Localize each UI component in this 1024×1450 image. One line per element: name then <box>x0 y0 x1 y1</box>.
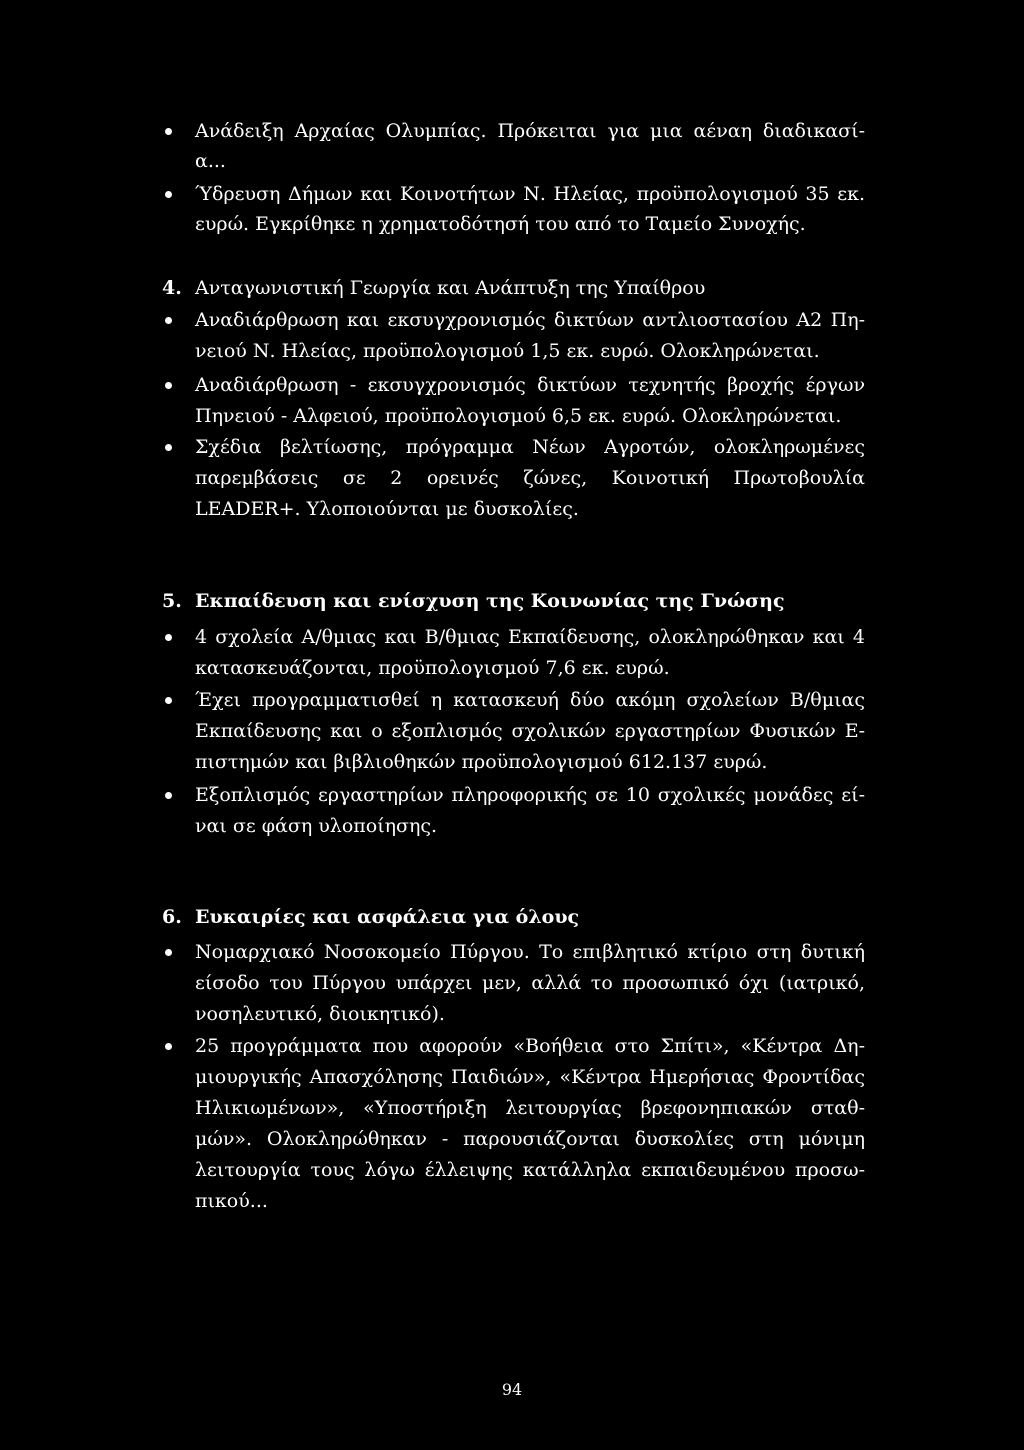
text-line: Ύδρευση Δήμων και Κοινοτήτων Ν. Ηλείας, προϋπολογισμού 35 εκ. <box>195 183 865 205</box>
text-line: α... <box>195 150 226 172</box>
bullet-icon <box>165 317 172 324</box>
text-line: νοσηλευτικό, διοικητικό). <box>195 1003 445 1025</box>
text-line: Εξοπλισμός εργαστηρίων πληροφορικής σε 10 σχολικές μονάδες εί- <box>195 784 865 806</box>
bullet-icon <box>165 444 172 451</box>
bullet-icon <box>165 1043 172 1050</box>
bullet-icon <box>165 634 172 641</box>
bullet-icon <box>165 128 172 135</box>
text-line: Αναδιάρθρωση - εκσυγχρονισμός δικτύων τεχνητής βροχής έργων <box>195 374 865 396</box>
text-line: ναι σε φάση υλοποίησης. <box>195 815 438 837</box>
text-line: πικού... <box>195 1190 268 1212</box>
section-title: Ανταγωνιστική Γεωργία και Ανάπτυξη της Υπαίθρου <box>195 277 706 299</box>
text-line: 4 σχολεία Α/θμιας και Β/θμιας Εκπαίδευσης, ολοκληρώθηκαν και 4 <box>195 626 865 648</box>
text-line: κατασκευάζονται, προϋπολογισμού 7,6 εκ. ευρώ. <box>195 657 670 679</box>
section-number: 5. <box>162 590 182 612</box>
page-number: 94 <box>501 1380 523 1399</box>
text-line: είσοδο του Πύργου υπάρχει μεν, αλλά το προσωπικό όχι (ιατρικό, <box>195 972 865 994</box>
text-line: μιουργικής Απασχόλησης Παιδιών», «Κέντρα Ημερήσιας Φροντίδας <box>195 1066 865 1088</box>
text-line: Πηνειού - Αλφειού, προϋπολογισμού 6,5 εκ. ευρώ. Ολοκληρώνεται. <box>195 405 842 427</box>
text-line: Νομαρχιακό Νοσοκομείο Πύργου. Το επιβλητικό κτίριο στη δυτική <box>195 941 865 963</box>
text-line: Ηλικιωμένων», «Υποστήριξη λειτουργίας βρεφονηπιακών σταθ- <box>195 1097 865 1119</box>
bullet-icon <box>165 382 172 389</box>
text-line: Εκπαίδευσης και ο εξοπλισμός σχολικών εργαστηρίων Φυσικών Ε- <box>195 720 865 742</box>
bullet-icon <box>165 697 172 704</box>
bullet-icon <box>165 191 172 198</box>
bullet-icon <box>165 792 172 799</box>
text-line: ευρώ. Εγκρίθηκε η χρηματοδότησή του από το Ταμείο Συνοχής. <box>195 213 806 235</box>
text-line: μών». Ολοκληρώθηκαν - παρουσιάζονται δυσκολίες στη μόνιμη <box>195 1128 865 1150</box>
text-line: Αναδιάρθρωση και εκσυγχρονισμός δικτύων αντλιοστασίου Α2 Πη- <box>195 309 865 331</box>
text-line: LEADER+. Υλοποιούνται με δυσκολίες. <box>195 498 579 520</box>
text-line: 25 προγράμματα που αφορούν «Βοήθεια στο Σπίτι», «Κέντρα Δη- <box>195 1035 865 1057</box>
text-line: Ανάδειξη Αρχαίας Ολυμπίας. Πρόκειται για μια αέναη διαδικασί- <box>195 120 865 142</box>
text-line: παρεμβάσεις σε 2 ορεινές ζώνες, Κοινοτική Πρωτοβουλία <box>195 467 865 489</box>
text-line: νειού Ν. Ηλείας, προϋπολογισμού 1,5 εκ. ευρώ. Ολοκληρώνεται. <box>195 340 820 362</box>
text-line: Σχέδια βελτίωσης, πρόγραμμα Νέων Αγροτών, ολοκληρωμένες <box>195 436 865 458</box>
section-title: Εκπαίδευση και ενίσχυση της Κοινωνίας της Γνώσης <box>195 590 785 612</box>
section-number: 6. <box>162 906 182 928</box>
text-line: λειτουργία τους λόγω έλλειψης κατάλληλα εκπαιδευμένου προσω- <box>195 1159 865 1181</box>
section-number: 4. <box>162 277 182 299</box>
bullet-icon <box>165 949 172 956</box>
text-line: Έχει προγραμματισθεί η κατασκευή δύο ακόμη σχολείων Β/θμιας <box>195 689 865 711</box>
text-line: πιστημών και βιβλιοθηκών προϋπολογισμού 612.137 ευρώ. <box>195 751 768 773</box>
section-title: Ευκαιρίες και ασφάλεια για όλους <box>195 906 580 928</box>
